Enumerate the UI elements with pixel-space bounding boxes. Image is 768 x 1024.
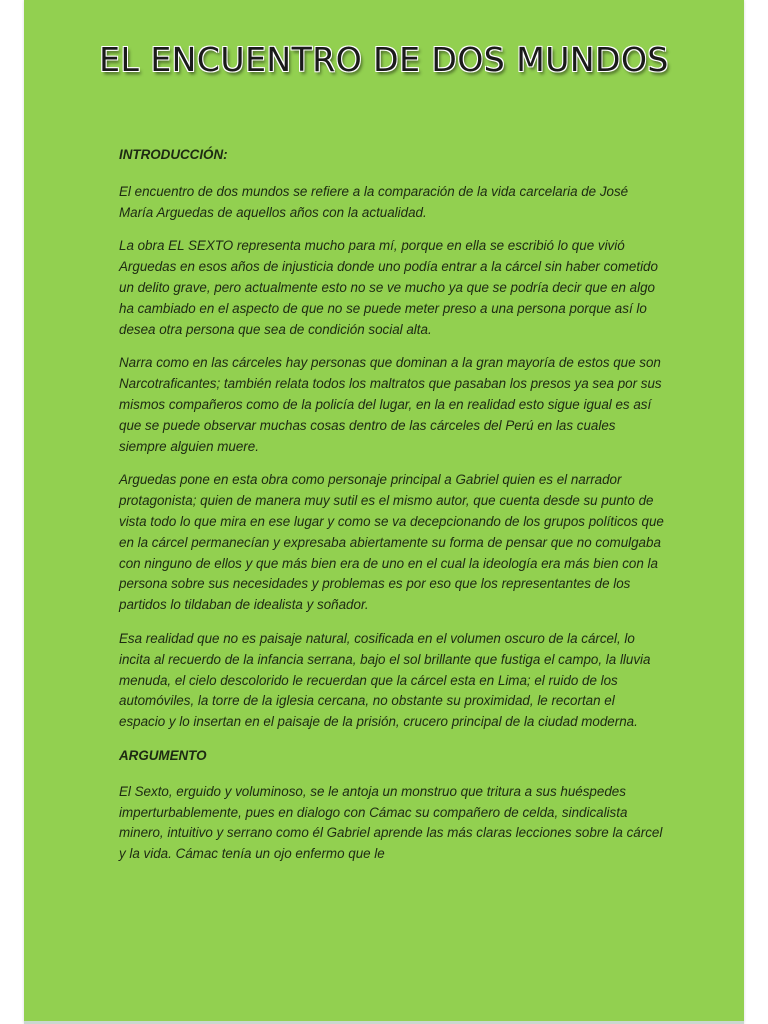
paragraph-gabriel: Arguedas pone en esta obra como personaje principal a Gabriel quien es el narrador protagonista; quien de manera muy sutil es el mismo autor, que cuenta desde su punto de vista todo lo que mira en ese lugar y como se va decepcionando de los grupos políticos que en la cárcel permanecían y expresaba abiertamente su forma de pensar que no comulgaba con ninguno de ellos y que más bien era de uno en el cual la ideología era más bien con la persona sobre sus necesidades y problemas es por eso que los representantes de los partidos lo tildaban de idealista y soñador. — [119, 472, 664, 613]
argument-heading: ARGUMENTO — [119, 747, 207, 763]
paragraph-el-sexto: La obra EL SEXTO representa mucho para mí, porque en ella se escribió lo que vivió Arguedas en esos años de injusticia donde uno podía entrar a la cárcel sin haber cometido un delito grave, pero actualmente esto no se ve mucho ya que se podría decir que en algo ha cambiado en el aspecto de que no se puede meter preso a una persona porque así lo desea otra persona que sea de condición social alta. — [119, 238, 658, 337]
paragraph-narra: Narra como en las cárceles hay personas que dominan a la gran mayoría de estos que son Narcotraficantes; también relata todos los maltratos que pasaban los presos ya sea por sus mismos compañeros como de la policía del lugar, en la en realidad esto sigue igual es así que se puede observar muchas cosas dentro de las cárceles del Perú en las cuales siempre alguien muere. — [119, 355, 662, 454]
document-page — [24, 0, 744, 1024]
paragraph-intro: El encuentro de dos mundos se refiere a la comparación de la vida carcelaria de José María Arguedas de aquellos años con la actualidad. — [119, 183, 629, 220]
document-body — [119, 145, 664, 878]
document-title: EL ENCUENTRO DE DOS MUNDOS — [99, 40, 669, 79]
introduction-heading: INTRODUCCIÓN: — [119, 147, 228, 162]
paragraph-argument: El Sexto, erguido y voluminoso, se le antoja un monstruo que tritura a sus huéspedes imperturbablemente, pues en dialogo con Cámac su compañero de celda, sindicalista minero, intuitivo y serrano como él Gabriel aprende las más claras lecciones sobre la cárcel y la vida. Cámac tenía un ojo enfermo que le — [119, 783, 663, 862]
paragraph-realidad: Esa realidad que no es paisaje natural, cosificada en el volumen oscuro de la cárcel, lo incita al recuerdo de la infancia serrana, bajo el sol brillante que fustiga el campo, la lluvia menuda, el cielo descolorido le recuerdan que la cárcel esta en Lima; el ruido de los automóviles, la torre de la iglesia cercana, no obstante su proximidad, le recortan el espacio y lo insertan en el paisaje de la prisión, crucero principal de la ciudad moderna. — [119, 630, 651, 730]
